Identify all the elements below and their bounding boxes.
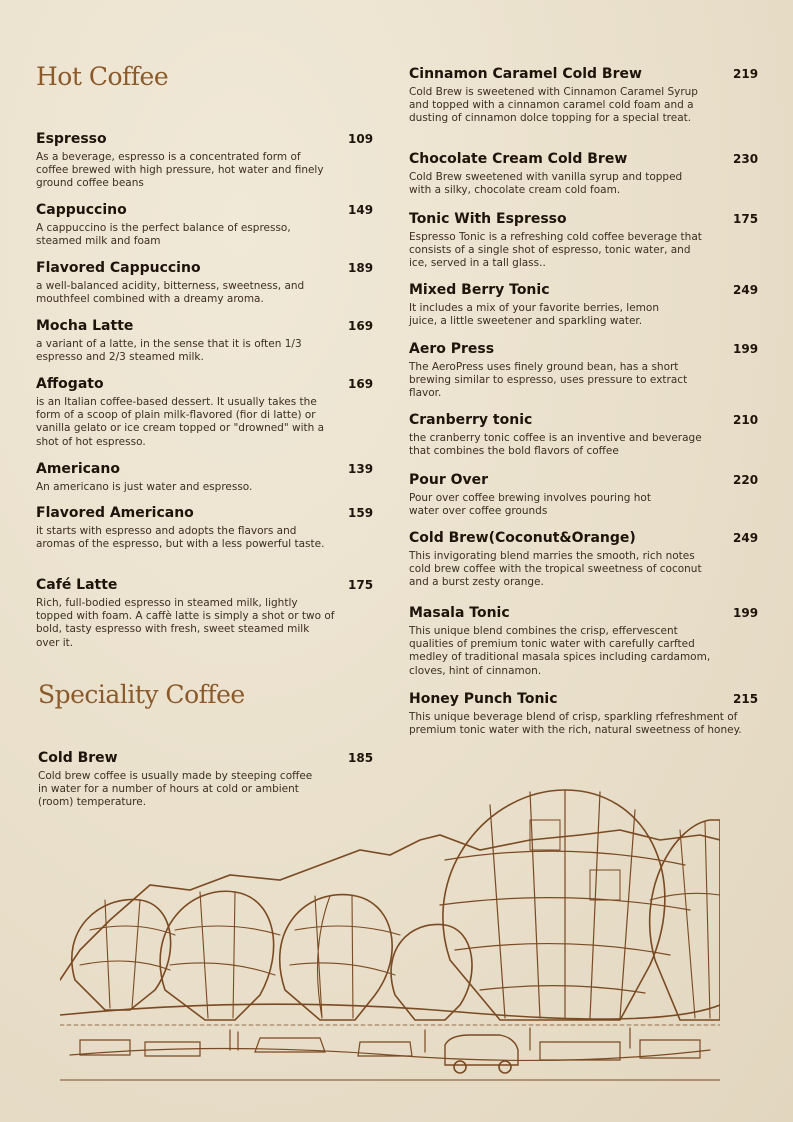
item-price: 185 bbox=[348, 751, 374, 765]
item-description: Cold brew coffee is usually made by steeping coffee in water for a number of hours at cold or ambient (room) temperature. bbox=[38, 770, 313, 809]
item-description: Cold Brew sweetened with vanilla syrup and topped with a silky, chocolate cream cold foam. bbox=[409, 171, 683, 197]
item-name: Café Latte bbox=[36, 577, 118, 593]
item-description: A cappuccino is the perfect balance of espresso, steamed milk and foam bbox=[36, 222, 291, 248]
item-description: a variant of a latte, in the sense that it is often 1/3 espresso and 2/3 steamed milk. bbox=[36, 338, 302, 364]
item-description: Espresso Tonic is a refreshing cold coffee beverage that consists of a single shot of espresso, tonic water, and ice, served in a tall glass.. bbox=[409, 231, 702, 270]
item-price: 249 bbox=[733, 531, 759, 545]
menu-item bbox=[409, 341, 759, 401]
item-description: Cold Brew is sweetened with Cinnamon Caramel Syrup and topped with a cinnamon caramel cold foam and a dusting of cinnamon dolce topping for a special treat. bbox=[409, 86, 698, 125]
menu-item bbox=[36, 577, 374, 650]
hot-coffee-title: Hot Coffee bbox=[36, 62, 169, 91]
menu-item bbox=[36, 202, 374, 248]
item-name: Cappuccino bbox=[36, 202, 127, 218]
menu-item bbox=[409, 691, 769, 737]
item-price: 175 bbox=[348, 578, 374, 592]
menu-item bbox=[36, 376, 374, 449]
item-price: 139 bbox=[348, 462, 374, 476]
menu-item bbox=[36, 505, 374, 551]
item-name: Flavored Cappuccino bbox=[36, 260, 201, 276]
menu-item bbox=[409, 151, 759, 197]
item-price: 219 bbox=[733, 67, 759, 81]
item-name: Flavored Americano bbox=[36, 505, 194, 521]
item-price: 249 bbox=[733, 283, 759, 297]
item-description: It includes a mix of your favorite berries, lemon juice, a little sweetener and sparkling water. bbox=[409, 302, 659, 328]
speciality-coffee-title: Speciality Coffee bbox=[38, 680, 245, 709]
item-name: Americano bbox=[36, 461, 120, 477]
item-name: Chocolate Cream Cold Brew bbox=[409, 151, 628, 167]
item-price: 215 bbox=[733, 692, 759, 706]
hot-air-balloons-illustration bbox=[60, 780, 720, 1085]
item-name: Mocha Latte bbox=[36, 318, 134, 334]
item-name: Tonic With Espresso bbox=[409, 211, 567, 227]
item-name: Pour Over bbox=[409, 472, 489, 488]
item-name: Cinnamon Caramel Cold Brew bbox=[409, 66, 642, 82]
menu-item bbox=[36, 461, 374, 494]
item-price: 175 bbox=[733, 212, 759, 226]
menu-item bbox=[36, 131, 374, 191]
item-price: 149 bbox=[348, 203, 374, 217]
item-price: 210 bbox=[733, 413, 759, 427]
menu-item bbox=[409, 472, 759, 518]
item-name: Mixed Berry Tonic bbox=[409, 282, 550, 298]
item-description: Pour over coffee brewing involves pouring hot water over coffee grounds bbox=[409, 492, 651, 518]
item-description: a well-balanced acidity, bitterness, sweetness, and mouthfeel combined with a dreamy aroma. bbox=[36, 280, 305, 306]
item-name: Masala Tonic bbox=[409, 605, 510, 621]
item-name: Cold Brew(Coconut&Orange) bbox=[409, 530, 636, 546]
menu-item bbox=[409, 530, 759, 590]
item-name: Honey Punch Tonic bbox=[409, 691, 558, 707]
item-price: 159 bbox=[348, 506, 374, 520]
item-description: This unique beverage blend of crisp, sparkling rfefreshment of premium tonic water with the rich, natural sweetness of honey. bbox=[409, 711, 742, 737]
item-description: The AeroPress uses finely ground bean, has a short brewing similar to espresso, uses pressure to extract flavor. bbox=[409, 361, 688, 400]
item-price: 230 bbox=[733, 152, 759, 166]
item-price: 199 bbox=[733, 606, 759, 620]
item-name: Affogato bbox=[36, 376, 104, 392]
item-price: 189 bbox=[348, 261, 374, 275]
item-price: 109 bbox=[348, 132, 374, 146]
item-description: the cranberry tonic coffee is an inventive and beverage that combines the bold flavors of coffee bbox=[409, 432, 702, 458]
menu-item bbox=[409, 605, 759, 678]
item-price: 169 bbox=[348, 319, 374, 333]
item-price: 169 bbox=[348, 377, 374, 391]
item-name: Aero Press bbox=[409, 341, 495, 357]
menu-item bbox=[36, 260, 374, 306]
item-price: 199 bbox=[733, 342, 759, 356]
item-name: Cold Brew bbox=[38, 750, 118, 766]
item-description: This unique blend combines the crisp, effervescent qualities of premium tonic water with carefully carfted medley of traditional masala spices including cardamom, cloves, hint of cinnamon. bbox=[409, 625, 711, 677]
menu-item bbox=[409, 282, 759, 328]
item-description: An americano is just water and espresso. bbox=[36, 481, 253, 493]
menu-item bbox=[409, 211, 759, 271]
item-name: Espresso bbox=[36, 131, 107, 147]
menu-item bbox=[409, 412, 759, 458]
item-description: This invigorating blend marries the smooth, rich notes cold brew coffee with the tropical sweetness of coconut and a burst zesty orange. bbox=[409, 550, 702, 589]
item-description: As a beverage, espresso is a concentrated form of coffee brewed with high pressure, hot water and finely ground coffee beans bbox=[36, 151, 324, 190]
item-name: Cranberry tonic bbox=[409, 412, 533, 428]
item-description: is an Italian coffee-based dessert. It usually takes the form of a scoop of plain milk-flavored (fior di latte) or vanilla gelato or ice cream topped or "drowned" with a shot of hot espresso. bbox=[36, 396, 325, 448]
item-price: 220 bbox=[733, 473, 759, 487]
item-description: Rich, full-bodied espresso in steamed milk, lightly topped with foam. A caffè latte is simply a shot or two of bold, tasty espresso with fresh, sweet steamed milk over it. bbox=[36, 597, 335, 649]
menu-item bbox=[36, 318, 374, 364]
item-description: it starts with espresso and adopts the flavors and aromas of the espresso, but with a less powerful taste. bbox=[36, 525, 325, 551]
menu-item bbox=[409, 66, 759, 126]
